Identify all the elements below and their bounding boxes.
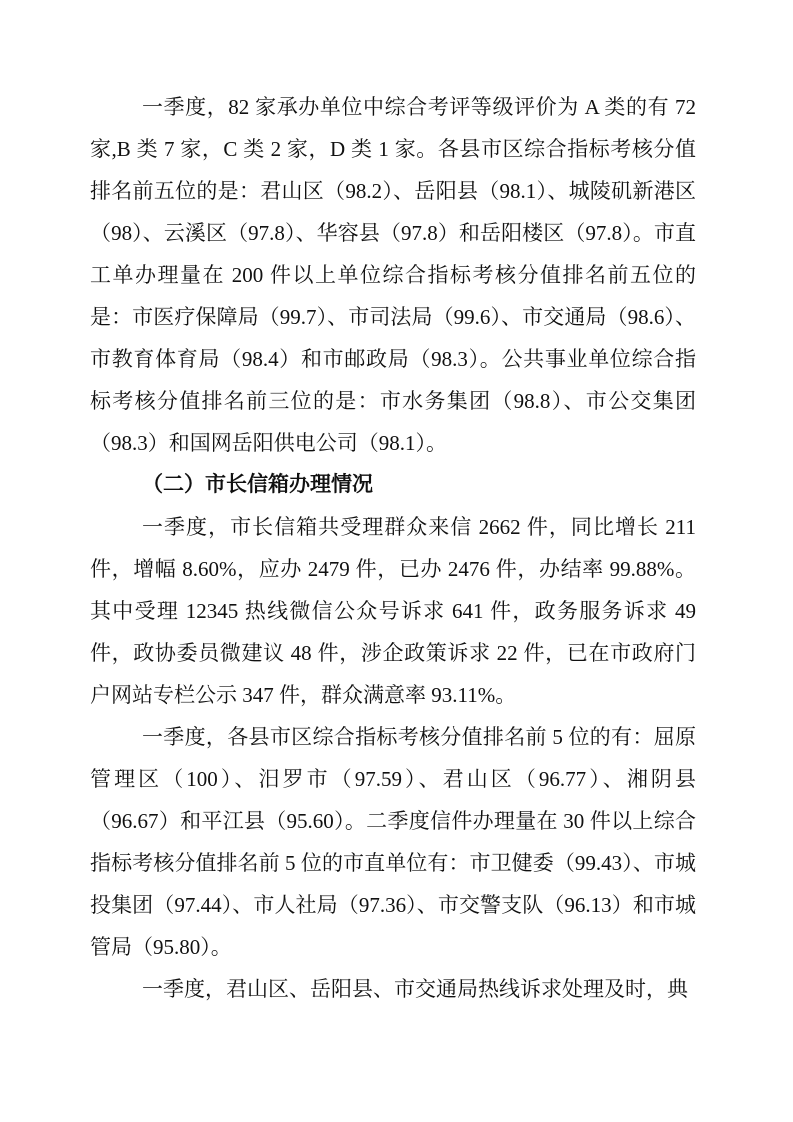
paragraph-hotline-handling: 一季度，君山区、岳阳县、市交通局热线诉求处理及时，典	[142, 977, 688, 1001]
paragraph-mailbox-statistics: 一季度，市长信箱共受理群众来信 2662 件，同比增长 211 件，增幅 8.60%，应办 2479 件，已办 2476 件，办结率 99.88%。其中受理 12345 热线微信公众号诉求 641 件，政务服务诉求 49 件，政协委员微建议 48 件，涉企政策诉求 22 件，已在市政府门户网站专栏公示 347 件，群众满意率 93.11%。	[90, 515, 696, 707]
document-content	[90, 86, 696, 1010]
paragraph-district-rankings: 一季度，各县市区综合指标考核分值排名前 5 位的有：屈原管理区（100）、汨罗市（97.59）、君山区（96.77）、湘阴县（96.67）和平江县（95.60）。二季度信件办理量在 30 件以上综合指标考核分值排名前 5 位的市直单位有：市卫健委（99.43）、市城投集团（97.44）、市人社局（97.36）、市交警支队（96.13）和市城管局（95.80）。	[90, 725, 696, 959]
paragraph-evaluation-grades: 一季度，82 家承办单位中综合考评等级评价为 A 类的有 72 家,B 类 7 家，C 类 2 家，D 类 1 家。各县市区综合指标考核分值排名前五位的是：君山区（98.2）、岳阳县（98.1）、城陵矶新港区（98）、云溪区（97.8）、华容县（97.8）和岳阳楼区（97.8）。市直工单办理量在 200 件以上单位综合指标考核分值排名前五位的是：市医疗保障局（99.7）、市司法局（99.6）、市交通局（98.6）、市教育体育局（98.4）和市邮政局（98.3）。公共事业单位综合指标考核分值排名前三位的是：市水务集团（98.8）、市公交集团（98.3）和国网岳阳供电公司（98.1）。	[90, 95, 696, 455]
section-heading-mayor-mailbox: （二）市长信箱办理情况	[142, 473, 373, 496]
